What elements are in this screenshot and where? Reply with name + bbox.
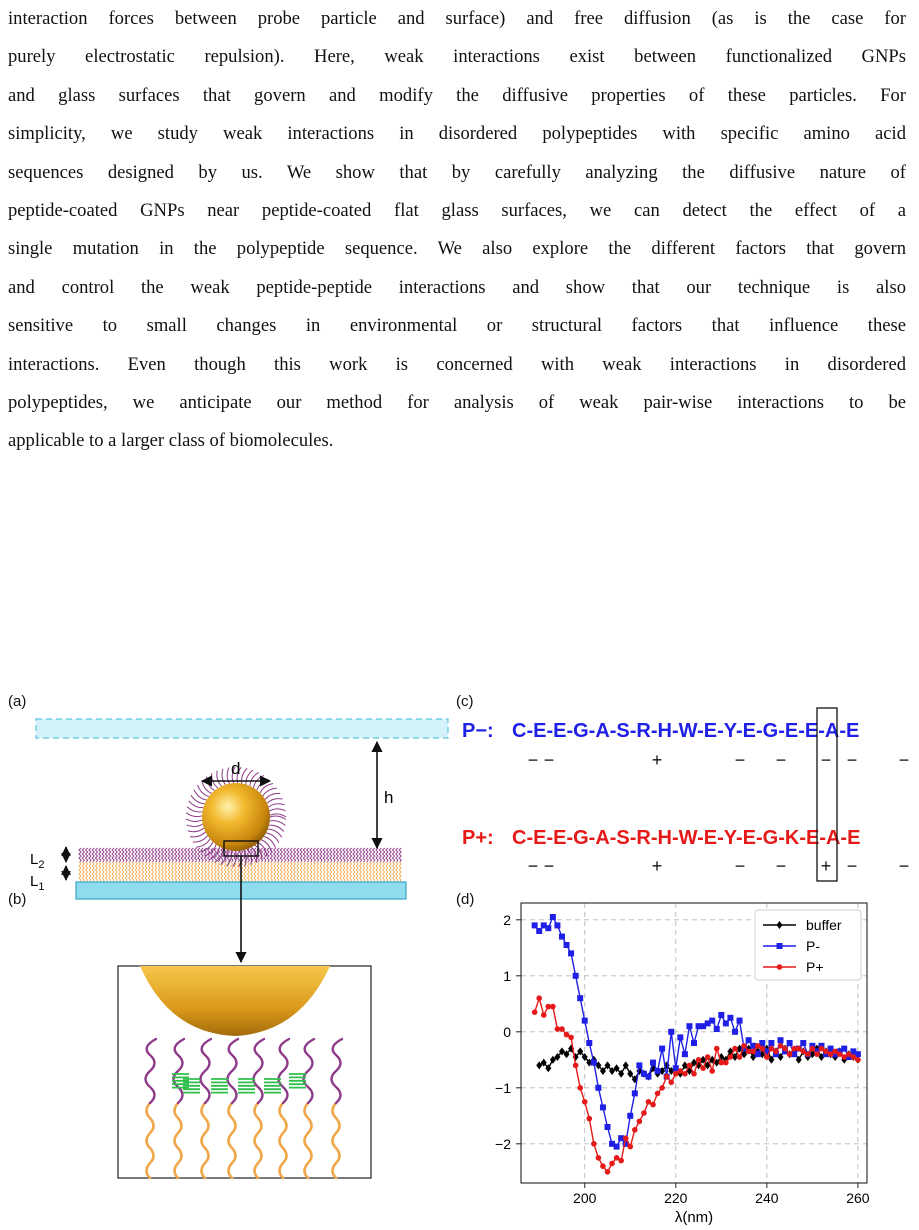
panel-b-label: (b) bbox=[8, 891, 27, 908]
p-plus-label: P+: bbox=[462, 827, 494, 849]
paragraph-line: and control the weak peptide-peptide interactions and show that our technique is also bbox=[8, 276, 906, 298]
data-point bbox=[577, 995, 583, 1001]
charge-symbol: − bbox=[775, 856, 787, 876]
data-point bbox=[664, 1074, 670, 1080]
panel-d-label: (d) bbox=[456, 891, 475, 908]
charge-symbol: − bbox=[543, 750, 555, 770]
charge-symbol: − bbox=[775, 750, 787, 770]
data-point bbox=[573, 973, 579, 979]
data-point bbox=[645, 1074, 651, 1080]
data-point bbox=[668, 1029, 674, 1035]
data-point bbox=[668, 1079, 674, 1085]
data-point bbox=[568, 1035, 574, 1041]
data-point bbox=[764, 1054, 770, 1060]
data-point bbox=[564, 942, 570, 948]
p-plus-charges bbox=[528, 856, 910, 876]
data-point bbox=[705, 1054, 711, 1060]
data-point bbox=[568, 950, 574, 956]
legend-label: P+ bbox=[806, 959, 824, 975]
data-point bbox=[627, 1144, 633, 1150]
legend-marker bbox=[777, 943, 783, 949]
data-point bbox=[582, 1099, 588, 1105]
charge-symbol: − bbox=[527, 856, 539, 876]
l2-label: $L_2$ bbox=[30, 851, 45, 871]
h-dimension-label: h bbox=[384, 788, 394, 807]
data-point bbox=[691, 1071, 697, 1077]
data-point bbox=[609, 1161, 615, 1167]
data-point bbox=[728, 1054, 734, 1060]
data-point bbox=[595, 1085, 601, 1091]
paragraph-line: polypeptides, we anticipate our method for analysis of weak pair-wise interactions to be bbox=[8, 391, 906, 413]
data-point bbox=[737, 1018, 743, 1024]
data-point bbox=[600, 1104, 606, 1110]
data-point bbox=[532, 922, 538, 928]
data-point bbox=[637, 1119, 643, 1125]
data-point bbox=[591, 1141, 597, 1147]
paragraph-line: single mutation in the polypeptide sequence. We also explore the different factors that govern bbox=[8, 238, 906, 260]
charge-symbol: + bbox=[820, 856, 832, 876]
data-point bbox=[600, 1163, 606, 1169]
panel-a-label: (a) bbox=[8, 693, 27, 710]
data-point bbox=[605, 1169, 611, 1175]
charge-symbol: − bbox=[543, 856, 555, 876]
data-point bbox=[687, 1063, 693, 1069]
legend-label: P- bbox=[806, 938, 820, 954]
data-point bbox=[559, 934, 565, 940]
paragraph-line: and glass surfaces that govern and modify the diffusive properties of these particles. For bbox=[8, 84, 906, 106]
data-point bbox=[596, 1155, 602, 1161]
charge-symbol: − bbox=[846, 856, 858, 876]
paragraph-line: simplicity, we study weak interactions in disordered polypeptides with specific amino acid bbox=[8, 123, 906, 145]
y-tick-label: 0 bbox=[503, 1023, 511, 1040]
data-point bbox=[682, 1071, 688, 1077]
top-glass-surface bbox=[36, 719, 448, 738]
data-point bbox=[586, 1116, 592, 1122]
data-point bbox=[632, 1127, 638, 1133]
charge-symbol: − bbox=[527, 750, 539, 770]
data-point bbox=[686, 1023, 692, 1029]
data-point bbox=[714, 1026, 720, 1032]
x-tick-label: 260 bbox=[846, 1190, 870, 1206]
paragraph-line: peptide-coated GNPs near peptide-coated flat glass surfaces, we can detect the effect of a bbox=[8, 199, 906, 221]
data-point bbox=[787, 1040, 793, 1046]
data-point bbox=[636, 1062, 642, 1068]
paragraph-line: purely electrostatic repulsion). Here, weak interactions exist between functionalized GNPs bbox=[8, 46, 906, 68]
data-point bbox=[718, 1012, 724, 1018]
data-point bbox=[659, 1085, 665, 1091]
data-point bbox=[627, 1113, 633, 1119]
x-tick-label: 200 bbox=[573, 1190, 597, 1206]
data-point bbox=[723, 1020, 729, 1026]
data-point bbox=[632, 1090, 638, 1096]
data-point bbox=[805, 1051, 811, 1057]
data-point bbox=[573, 1063, 579, 1069]
x-axis-label: λ(nm) bbox=[674, 1209, 714, 1225]
panel-c-label: (c) bbox=[456, 693, 474, 710]
data-point bbox=[650, 1060, 656, 1066]
charge-symbol: + bbox=[651, 856, 663, 876]
y-tick-label: −1 bbox=[495, 1079, 511, 1096]
data-point bbox=[618, 1158, 624, 1164]
y-tick-label: −2 bbox=[495, 1135, 511, 1152]
p-minus-sequence: C-E-E-G-A-S-R-H-W-E-Y-E-G-E-E-A-E bbox=[512, 720, 860, 742]
data-point bbox=[709, 1068, 715, 1074]
data-point bbox=[696, 1057, 702, 1063]
paragraph-line: sensitive to small changes in environmental or structural factors that influence these bbox=[8, 315, 906, 337]
y-tick-label: 2 bbox=[503, 911, 511, 928]
data-point bbox=[741, 1043, 747, 1049]
data-point bbox=[759, 1046, 765, 1052]
charge-symbol: − bbox=[734, 750, 746, 770]
p-minus-charges bbox=[528, 750, 910, 770]
d-dimension-label: d bbox=[231, 759, 241, 778]
data-point bbox=[623, 1135, 629, 1141]
data-point bbox=[682, 1051, 688, 1057]
data-point bbox=[787, 1051, 793, 1057]
sequence-panel bbox=[456, 700, 916, 890]
data-point bbox=[677, 1034, 683, 1040]
data-point bbox=[732, 1029, 738, 1035]
schematic-figure bbox=[0, 700, 450, 1190]
data-point bbox=[650, 1102, 656, 1108]
data-point bbox=[554, 922, 560, 928]
charge-symbol: − bbox=[898, 856, 910, 876]
body-paragraph bbox=[8, 0, 906, 461]
y-tick-label: 1 bbox=[503, 967, 511, 984]
data-point bbox=[732, 1046, 738, 1052]
data-point bbox=[536, 928, 542, 934]
data-point bbox=[773, 1049, 779, 1055]
data-point bbox=[841, 1046, 847, 1052]
charge-symbol: − bbox=[820, 750, 832, 770]
data-point bbox=[550, 1004, 556, 1010]
paragraph-line: sequences designed by us. We show that by carefully analyzing the diffusive nature of bbox=[8, 161, 906, 183]
data-point bbox=[778, 1037, 784, 1043]
series-p- bbox=[532, 995, 861, 1174]
data-point bbox=[536, 995, 542, 1001]
data-point bbox=[577, 1085, 583, 1091]
data-point bbox=[714, 1046, 720, 1052]
data-point bbox=[746, 1037, 752, 1043]
data-point bbox=[800, 1040, 806, 1046]
data-point bbox=[655, 1068, 661, 1074]
data-point bbox=[691, 1040, 697, 1046]
data-point bbox=[559, 1026, 565, 1032]
paragraph-line: interactions. Even though this work is concerned with weak interactions in disordered bbox=[8, 353, 906, 375]
data-point bbox=[768, 1040, 774, 1046]
data-point bbox=[737, 1054, 743, 1060]
data-point bbox=[614, 1144, 620, 1150]
data-point bbox=[750, 1049, 756, 1055]
charge-symbol: − bbox=[734, 856, 746, 876]
x-tick-label: 240 bbox=[755, 1190, 779, 1206]
data-point bbox=[655, 1091, 661, 1097]
p-minus-label: P−: bbox=[462, 720, 494, 742]
l1-label: $L_1$ bbox=[30, 873, 45, 893]
data-point bbox=[700, 1065, 706, 1071]
data-point bbox=[709, 1018, 715, 1024]
p-plus-sequence: C-E-E-G-A-S-R-H-W-E-Y-E-G-K-E-A-E bbox=[512, 827, 861, 849]
data-point bbox=[855, 1057, 861, 1063]
legend-label: buffer bbox=[806, 917, 842, 933]
paragraph-line: interaction forces between probe particle and surface) and free diffusion (as is the case for bbox=[8, 8, 906, 29]
cd-spectrum-chart bbox=[456, 895, 916, 1225]
data-point bbox=[582, 1018, 588, 1024]
charge-symbol: + bbox=[651, 750, 663, 770]
data-point bbox=[659, 1046, 665, 1052]
x-tick-label: 220 bbox=[664, 1190, 688, 1206]
data-point bbox=[586, 1040, 592, 1046]
data-point bbox=[591, 1060, 597, 1066]
data-point bbox=[532, 1009, 538, 1015]
charge-symbol: − bbox=[898, 750, 910, 770]
data-point bbox=[605, 1124, 611, 1130]
charge-symbol: − bbox=[846, 750, 858, 770]
data-point bbox=[814, 1051, 820, 1057]
data-point bbox=[550, 914, 556, 920]
data-point bbox=[541, 1012, 547, 1018]
data-point bbox=[723, 1060, 729, 1066]
data-point bbox=[641, 1110, 647, 1116]
paragraph-line: applicable to a larger class of biomolecules. bbox=[8, 430, 334, 452]
legend-marker bbox=[777, 964, 783, 970]
data-point bbox=[782, 1046, 788, 1052]
data-point bbox=[810, 1046, 816, 1052]
data-point bbox=[727, 1015, 733, 1021]
data-point bbox=[545, 925, 551, 931]
